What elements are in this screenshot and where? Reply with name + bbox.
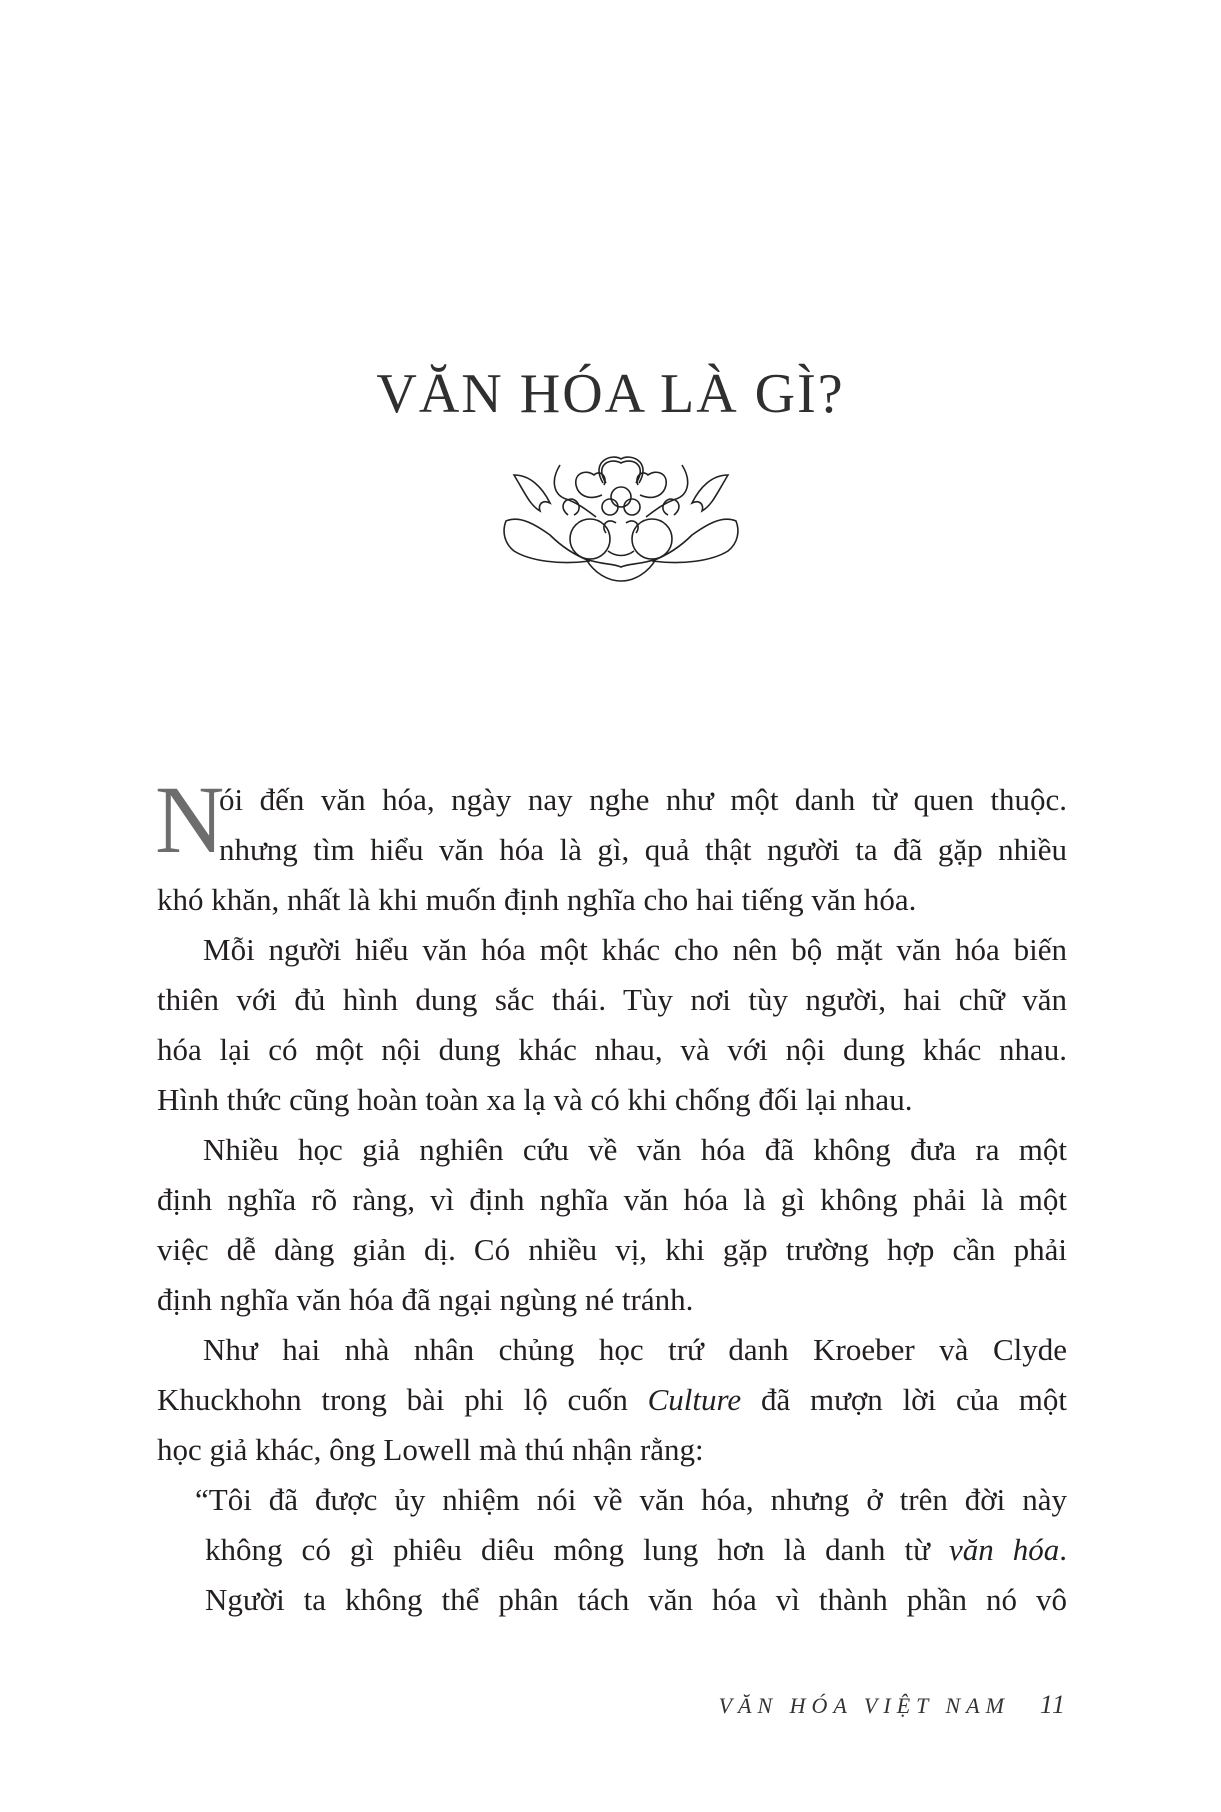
text-line: định nghĩa rõ ràng, vì định nghĩa văn hóa là gì không phải là một	[157, 1182, 1067, 1217]
text-line: ói đến văn hóa, ngày nay nghe như một danh từ quen thuộc.	[219, 782, 1067, 817]
text-line	[157, 1375, 1067, 1425]
text-line: Hình thức cũng hoàn toàn xa lạ và có khi chống đối lại nhau.	[157, 1082, 913, 1117]
text-segment: không có gì phiêu diêu mông lung hơn là danh từ	[205, 1532, 949, 1567]
text-line: việc dễ dàng giản dị. Có nhiều vị, khi gặp trường hợp cần phải	[157, 1232, 1067, 1267]
italic-term: văn hóa	[948, 1532, 1060, 1567]
running-title: VĂN HÓA VIỆT NAM	[718, 1693, 1010, 1718]
text-segment: đã mượn lời của một	[741, 1382, 1067, 1417]
text-line: Như hai nhà nhân chủng học trứ danh Kroeber và Clyde	[203, 1332, 1067, 1367]
body-text	[157, 775, 1067, 1625]
text-segment: .	[1059, 1532, 1068, 1567]
italic-title: Culture	[647, 1382, 742, 1417]
text-line: thiên với đủ hình dung sắc thái. Tùy nơi tùy người, hai chữ văn	[157, 982, 1067, 1017]
page-footer	[0, 1690, 1066, 1720]
quote-line	[157, 1525, 1067, 1575]
quote-line: Người ta không thể phân tách văn hóa vì thành phần nó vô	[205, 1582, 1067, 1617]
text-line: hóa lại có một nội dung khác nhau, và với nội dung khác nhau.	[157, 1032, 1067, 1067]
chapter-title: VĂN HÓA LÀ GÌ?	[376, 363, 845, 425]
text-line: định nghĩa văn hóa đã ngại ngùng né tránh.	[157, 1282, 694, 1317]
page-number: 11	[1039, 1690, 1066, 1719]
text-line: học giả khác, ông Lowell mà thú nhận rằng:	[157, 1432, 704, 1467]
lotus-cloud-ornament-icon	[490, 455, 752, 585]
text-line: Nhiều học giả nghiên cứu về văn hóa đã không đưa ra một	[203, 1132, 1067, 1167]
quote-line: “Tôi đã được ủy nhiệm nói về văn hóa, nhưng ở trên đời này	[195, 1482, 1067, 1517]
text-line: Mỗi người hiểu văn hóa một khác cho nên bộ mặt văn hóa biến	[203, 932, 1067, 967]
drop-cap: N	[155, 766, 225, 873]
text-segment: Khuckhohn trong bài phi lộ cuốn	[157, 1382, 648, 1417]
text-line: nhưng tìm hiểu văn hóa là gì, quả thật người ta đã gặp nhiều	[219, 832, 1067, 867]
text-line: khó khăn, nhất là khi muốn định nghĩa cho hai tiếng văn hóa.	[157, 882, 917, 917]
